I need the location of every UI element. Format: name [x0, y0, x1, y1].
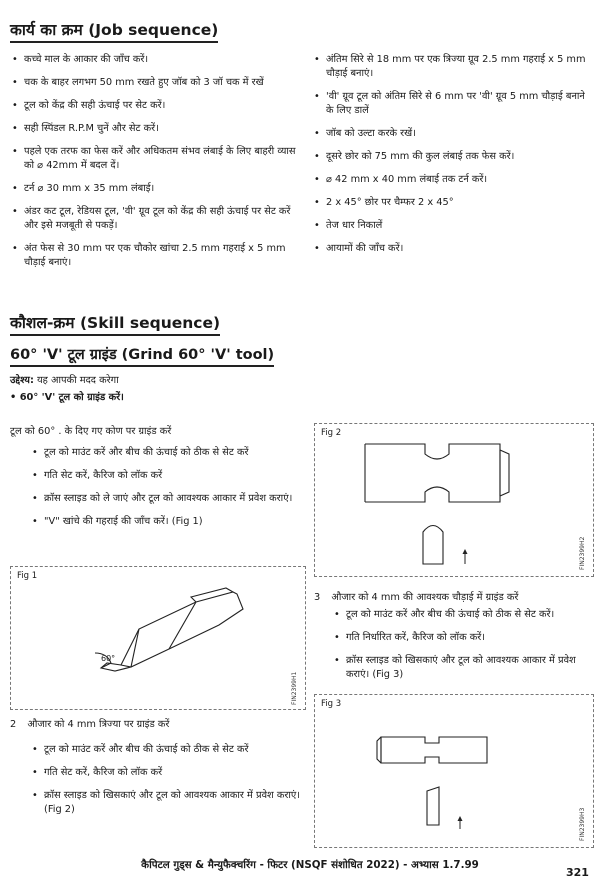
step-3 — [314, 591, 594, 605]
figure-3-label: Fig 3 — [321, 699, 342, 709]
job-sequence-heading: कार्य का क्रम (Job sequence) — [10, 18, 218, 43]
list-item: • क्रॉस स्लाइड को खिसकाएं और टूल को आवश्यक आकार में प्रवेश कराएं। (Fig 2) — [30, 789, 302, 817]
step-2 — [10, 718, 306, 732]
list-item: • पहले एक तरफ का फेस करें और अधिकतम संभव लंबाई के लिए बाहरी व्यास को ⌀ 42mm में बदल दें। — [10, 145, 300, 173]
objective-label: उद्देश्य: — [10, 375, 34, 386]
objective-item: • 60° 'V' टूल को ग्राइंड करें। — [10, 392, 124, 403]
list-item: • तेज धार निकालें — [312, 219, 594, 233]
list-item: • टर्न ⌀ 30 mm x 35 mm लंबाई। — [10, 182, 300, 196]
list-item: • कच्चे माल के आकार की जाँच करें। — [10, 53, 300, 67]
skill-subheading: 60° 'V' टूल ग्राइंड (Grind 60° 'V' tool) — [10, 344, 274, 367]
figure-1 — [10, 566, 306, 710]
step-3-list — [332, 608, 594, 691]
intro-list — [30, 446, 308, 538]
footer-text: कैपिटल गुड्स & मैन्युफैक्चरिंग - फिटर (NSQF संशोधित 2022) - अभ्यास 1.7.99 — [141, 859, 479, 871]
page-number: 321 — [566, 866, 589, 879]
list-item: • गति सेट करें, कैरिज को लॉक करें — [30, 766, 302, 780]
angle-label: 60° — [101, 654, 116, 663]
list-item: • 'वी' ग्रूव टूल को अंतिम सिरे से 6 mm पर 'वी' ग्रूव 5 mm चौड़ाई बनाने के लिए डालें — [312, 90, 594, 118]
v-tool-drawing — [11, 567, 305, 709]
step-2-number: 2 — [10, 719, 17, 730]
radius-groove-drawing — [315, 424, 593, 576]
objective-line — [10, 374, 119, 388]
list-item: • चक के बाहर लगभग 50 mm रखते हुए जॉब को 3 जॉ चक में रखें — [10, 76, 300, 90]
figure-1-code: FIN2399H1 — [291, 671, 298, 705]
list-item: • गति सेट करें, कैरिज को लॉक करें — [30, 469, 308, 483]
list-item: • ⌀ 42 mm x 40 mm लंबाई तक टर्न करें। — [312, 173, 594, 187]
list-item: • अंडर कट टूल, रेडियस टूल, 'वी' ग्रूव टूल को केंद्र की सही ऊंचाई पर सेट करें और इसे मजबूती से पकड़ें। — [10, 205, 300, 233]
step-2-list — [30, 743, 302, 826]
list-item: • टूल को माउंट करें और बीच की ऊंचाई को ठीक से सेट करें। — [332, 608, 594, 622]
list-item: • आयामों की जाँच करें। — [312, 242, 594, 256]
job-sequence-left-list — [10, 53, 300, 279]
width-groove-drawing — [315, 695, 593, 847]
step-3-text: औजार को 4 mm की आवश्यक चौड़ाई में ग्राइंड करें — [331, 592, 519, 603]
list-item: • 2 x 45° छोर पर चैम्फर 2 x 45° — [312, 196, 594, 210]
list-item: • अंतिम सिरे से 18 mm पर एक त्रिज्या ग्रूव 2.5 mm गहराई x 5 mm चौड़ाई बनाएं। — [312, 53, 594, 81]
job-sequence-right-list — [312, 53, 594, 265]
list-item: • क्रॉस स्लाइड को ले जाएं और टूल को आवश्यक आकार में प्रवेश कराएं। — [30, 492, 308, 506]
figure-1-label: Fig 1 — [17, 571, 38, 581]
figure-2 — [314, 423, 594, 577]
list-item: • अंत फेस से 30 mm पर एक चौकोर खांचा 2.5 mm गहराई x 5 mm चौड़ाई बनाएं। — [10, 242, 300, 270]
list-item: • सही स्पिंडल R.P.M चुनें और सेट करें। — [10, 122, 300, 136]
figure-3-code: FIN2399H3 — [579, 807, 586, 841]
list-item: • "V" खांचे की गहराई की जाँच करें। (Fig 1) — [30, 515, 308, 529]
list-item: • गति निर्धारित करें, कैरिज को लॉक करें। — [332, 631, 594, 645]
list-item: • जॉब को उल्टा करके रखें। — [312, 127, 594, 141]
figure-2-label: Fig 2 — [321, 428, 342, 438]
objective-text: यह आपकी मदद करेगा — [33, 375, 119, 386]
list-item: • क्रॉस स्लाइड को खिसकाएं और टूल को आवश्यक आकार में प्रवेश कराएं। (Fig 3) — [332, 654, 594, 682]
list-item: • टूल को केंद्र की सही ऊंचाई पर सेट करें। — [10, 99, 300, 113]
list-item: • दूसरे छोर को 75 mm की कुल लंबाई तक फेस करें। — [312, 150, 594, 164]
skill-sequence-heading: कौशल-क्रम (Skill sequence) — [10, 311, 220, 336]
list-item: • टूल को माउंट करें और बीच की ऊंचाई को ठीक से सेट करें — [30, 743, 302, 757]
step-2-text: औजार को 4 mm त्रिज्या पर ग्राइंड करें — [27, 719, 170, 730]
figure-3 — [314, 694, 594, 848]
step-3-number: 3 — [314, 592, 321, 603]
list-item: • टूल को माउंट करें और बीच की ऊंचाई को ठीक से सेट करें — [30, 446, 308, 460]
figure-2-code: FIN2399H2 — [579, 536, 586, 570]
intro-text: टूल को 60° . के दिए गए कोण पर ग्राइंड करें — [10, 426, 172, 437]
